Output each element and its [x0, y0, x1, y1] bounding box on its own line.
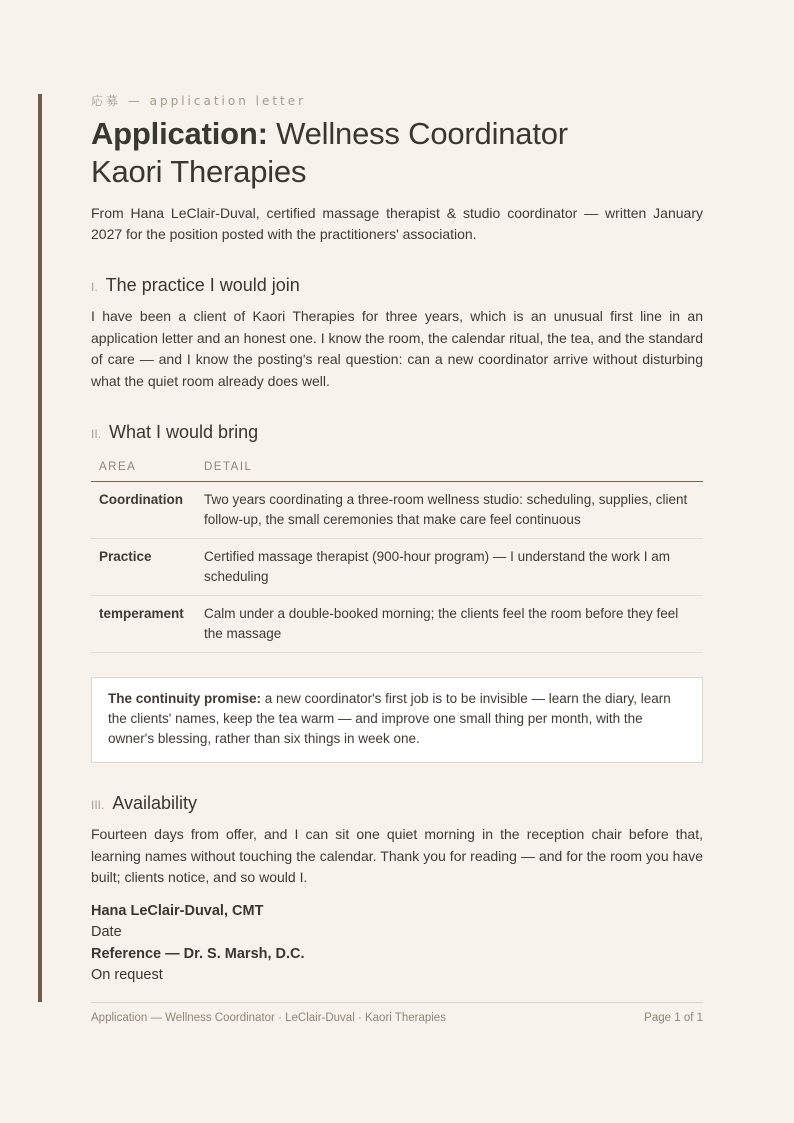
- row-detail: Certified massage therapist (900-hour program) — I understand the work I am scheduling: [196, 539, 703, 596]
- signature-reference-note: On request: [91, 967, 163, 983]
- section-body: I have been a client of Kaori Therapies for three years, which is an unusual first line in an application letter and an honest one. I know the room, the calendar ritual, the tea, and the standard of care — and I know the posting's real question: can a new coordinator arrive without disturbing what the quiet room already does well.: [91, 308, 703, 389]
- section-heading: [91, 793, 703, 814]
- title-strong: Application:: [91, 116, 268, 151]
- row-area: Practice: [91, 539, 196, 596]
- table-row: [91, 539, 703, 596]
- section-title: What I would bring: [109, 422, 259, 442]
- section-heading: [91, 422, 703, 443]
- continuity-callout: [91, 677, 703, 763]
- section-title: Availability: [112, 793, 198, 813]
- footer-page-number: Page 1 of 1: [644, 1012, 703, 1024]
- title-role: Wellness Coordinator: [276, 116, 568, 151]
- footer-left: Application — Wellness Coordinator · LeClair-Duval · Kaori Therapies: [91, 1012, 446, 1024]
- signature-reference: Reference — Dr. S. Marsh, D.C.: [91, 945, 305, 962]
- letter-page: [91, 92, 703, 987]
- section-bring: [91, 422, 703, 763]
- accent-bar: [38, 94, 42, 1002]
- row-area: temperament: [91, 596, 196, 653]
- title-company: Kaori Therapies: [91, 154, 307, 189]
- section-title: The practice I would join: [105, 275, 300, 295]
- page-footer: [91, 1002, 703, 1024]
- kicker: 応募 — application letter: [91, 94, 307, 108]
- section-number: II.: [91, 427, 102, 441]
- signature-block: [91, 901, 703, 987]
- row-detail: Calm under a double-booked morning; the clients feel the room before they feel the massage: [196, 596, 703, 653]
- signature-date: Date: [91, 924, 122, 940]
- section-practice: [91, 275, 703, 392]
- signature-name: Hana LeClair-Duval, CMT: [91, 902, 264, 919]
- section-heading: [91, 275, 703, 296]
- section-number: III.: [91, 798, 105, 812]
- section-number: I.: [91, 280, 98, 294]
- section-body: Fourteen days from offer, and I can sit one quiet morning in the reception chair before that, learning names without touching the calendar. Thank you for reading — and for the room you have built; clients notice, and so would I.: [91, 826, 703, 885]
- skills-table: [91, 461, 703, 653]
- callout-text: a new coordinator's first job is to be invisible — learn the diary, learn the clients' names, keep the tea warm — and improve one small thing per month, with the owner's blessing, rather than six things in week one.: [108, 691, 671, 746]
- row-detail: Two years coordinating a three-room wellness studio: scheduling, supplies, client follow-up, the small ceremonies that make care feel continuous: [196, 482, 703, 539]
- page-title: [91, 115, 703, 191]
- column-header-detail: DETAIL: [196, 461, 703, 482]
- callout-lead: The continuity promise:: [108, 691, 262, 706]
- lede: From Hana LeClair-Duval, certified massage therapist & studio coordinator — written January 2027 for the position posted with the practitioners' association.: [91, 205, 703, 242]
- table-row: [91, 482, 703, 539]
- row-area: Coordination: [91, 482, 196, 539]
- table-row: [91, 596, 703, 653]
- section-availability: [91, 793, 703, 889]
- column-header-area: AREA: [91, 461, 196, 482]
- table-header-row: [91, 461, 703, 482]
